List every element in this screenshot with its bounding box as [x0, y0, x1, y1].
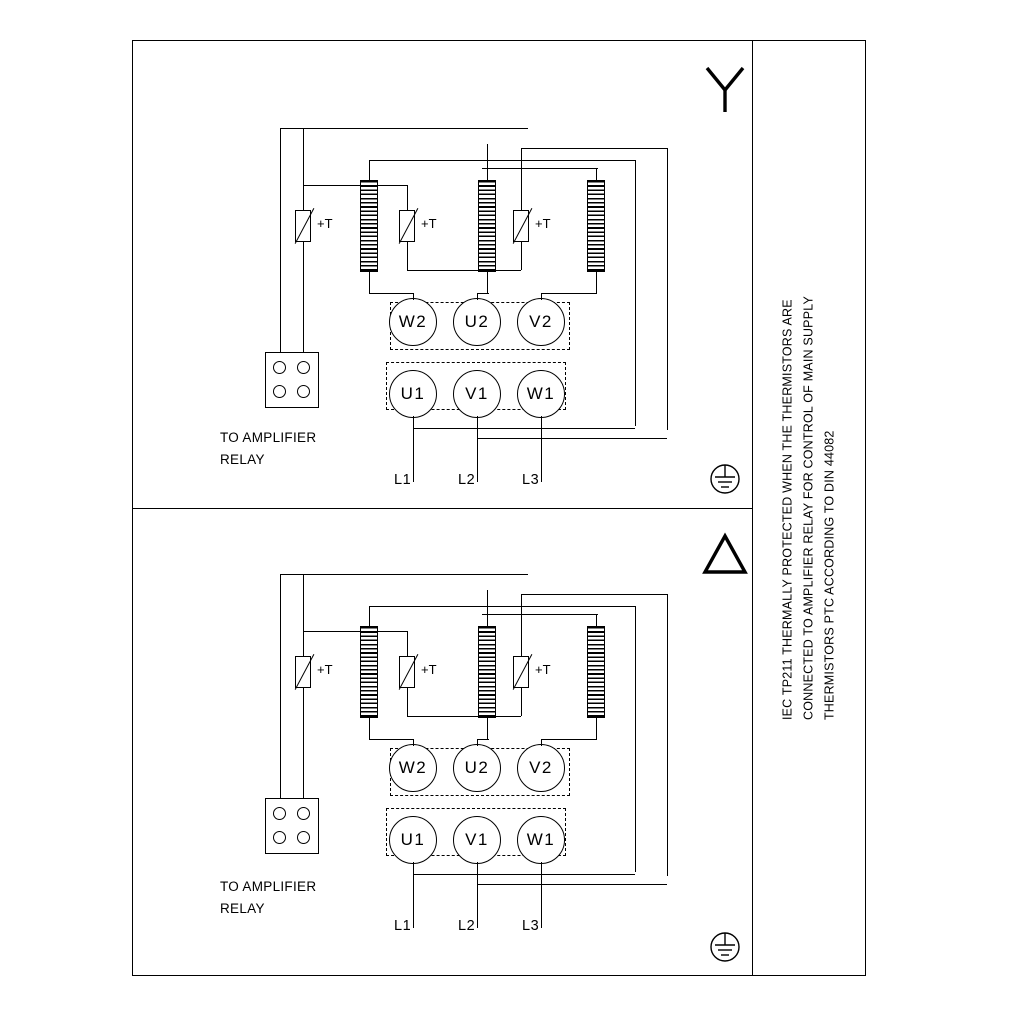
thermistor-return-3 [521, 594, 522, 656]
thermistor-drop-1 [303, 128, 304, 210]
terminal-v2[interactable]: V2 [517, 744, 565, 792]
thermistor-wire-right [521, 148, 667, 149]
thermistor-drop-3 [521, 688, 522, 716]
terminal-v1[interactable]: V1 [453, 816, 501, 864]
coil3-lead-left [541, 293, 597, 294]
thermistor-return-1 [303, 242, 304, 358]
terminal-v1[interactable]: V1 [453, 370, 501, 418]
coil1-to-w2 [413, 293, 414, 300]
notes-column [752, 40, 866, 976]
coil1-lead-down [369, 718, 370, 740]
amplifier-relay-label-line2: RELAY [220, 901, 265, 916]
coil1-top-lead [369, 606, 370, 627]
winding-coil-1 [360, 180, 378, 272]
u1-lead [413, 862, 414, 928]
delta-connection-symbol [697, 528, 753, 584]
panel-star [132, 40, 752, 508]
phase-label-l1: L1 [394, 918, 412, 934]
thermistor-label-1: +T [317, 662, 333, 677]
v1-lead [477, 416, 478, 482]
thermistor-wire-right [521, 594, 667, 595]
plug-pin-1 [273, 361, 286, 374]
note-line-2: CONNECTED TO AMPLIFIER RELAY FOR CONTROL OF MAIN SUPPLY [801, 295, 816, 721]
thermistor-wire-right-down [667, 148, 668, 430]
bottom-bus-1 [413, 428, 635, 429]
panel-delta [132, 508, 752, 976]
thermistor-link-1 [303, 631, 407, 632]
note-line-3: THERMISTORS PTC ACCORDING TO DIN 44082 [822, 430, 837, 721]
winding-coil-3 [587, 180, 605, 272]
phase-label-l2: L2 [458, 918, 476, 934]
note-line-1: IEC TP211 THERMALLY PROTECTED WHEN THE THERMISTORS ARE [780, 299, 795, 721]
coil1-lead-right [369, 739, 414, 740]
amplifier-relay-label-line1: TO AMPLIFIER [220, 430, 317, 445]
coil1-bus-down [635, 606, 636, 872]
coil3-lead-down [596, 272, 597, 294]
thermistor-drop-2 [407, 631, 408, 656]
thermistor-return-1 [303, 688, 304, 804]
thermistor-drop-3 [521, 242, 522, 270]
coil1-lead-right [369, 293, 414, 294]
thermistor-label-3: +T [535, 216, 551, 231]
thermistor-link-1 [303, 185, 407, 186]
thermistor-link-2 [407, 270, 521, 271]
plug-pin-3 [273, 831, 286, 844]
coil2-lead-join [477, 739, 489, 740]
thermistor-wire-left [280, 128, 281, 358]
earth-ground-icon [701, 455, 749, 503]
coil2-lead-down [487, 718, 488, 740]
amplifier-connector-plug[interactable] [265, 352, 319, 408]
phase-label-l1: L1 [394, 472, 412, 488]
coil1-top-bus [369, 606, 635, 607]
terminal-u1[interactable]: U1 [389, 370, 437, 418]
coil2-to-u2 [477, 739, 478, 746]
coil2-to-u2 [477, 293, 478, 300]
amplifier-connector-plug[interactable] [265, 798, 319, 854]
coil3-top-bus [482, 168, 598, 169]
bottom-bus-2 [477, 884, 667, 885]
star-connection-symbol [697, 60, 753, 116]
winding-coil-2 [478, 626, 496, 718]
phase-label-l2: L2 [458, 472, 476, 488]
coil2-lead-down [487, 272, 488, 294]
terminal-w1[interactable]: W1 [517, 816, 565, 864]
thermistor-return-3 [521, 148, 522, 210]
bottom-bus-2 [477, 438, 667, 439]
phase-label-l3: L3 [522, 472, 540, 488]
thermistor-wire-top [280, 574, 528, 575]
w1-lead [541, 416, 542, 482]
winding-coil-3 [587, 626, 605, 718]
coil1-top-bus [369, 160, 635, 161]
u1-lead [413, 416, 414, 482]
thermistor-link-2 [407, 716, 521, 717]
thermistor-wire-right-down [667, 594, 668, 876]
thermistor-drop-1 [303, 574, 304, 656]
coil2-lead-join [477, 293, 489, 294]
phase-label-l3: L3 [522, 918, 540, 934]
thermistor-return-2 [407, 242, 408, 270]
amplifier-relay-label-line1: TO AMPLIFIER [220, 879, 317, 894]
coil1-top-lead [369, 160, 370, 181]
amplifier-relay-label-line2: RELAY [220, 452, 265, 467]
coil3-lead-down [596, 718, 597, 740]
thermistor-wire-left [280, 574, 281, 804]
w1-lead [541, 862, 542, 928]
terminal-w2[interactable]: W2 [389, 298, 437, 346]
coil2-top-lead [487, 144, 488, 181]
plug-pin-4 [297, 385, 310, 398]
coil3-lead-left [541, 739, 597, 740]
thermistor-wire-top [280, 128, 528, 129]
coil1-to-w2 [413, 739, 414, 746]
thermistor-label-1: +T [317, 216, 333, 231]
coil3-to-v2 [541, 293, 542, 300]
earth-ground-icon [701, 923, 749, 971]
terminal-u1[interactable]: U1 [389, 816, 437, 864]
plug-pin-3 [273, 385, 286, 398]
coil3-top-lead [596, 168, 597, 181]
terminal-u2[interactable]: U2 [453, 744, 501, 792]
plug-pin-2 [297, 807, 310, 820]
terminal-w2[interactable]: W2 [389, 744, 437, 792]
v1-lead [477, 862, 478, 928]
plug-pin-2 [297, 361, 310, 374]
thermistor-drop-2 [407, 185, 408, 210]
coil3-to-v2 [541, 739, 542, 746]
thermistor-label-2: +T [421, 216, 437, 231]
bottom-bus-1 [413, 874, 635, 875]
terminal-v2[interactable]: V2 [517, 298, 565, 346]
thermistor-label-3: +T [535, 662, 551, 677]
thermistor-return-2 [407, 688, 408, 716]
coil1-lead-down [369, 272, 370, 294]
terminal-w1[interactable]: W1 [517, 370, 565, 418]
coil3-top-lead [596, 614, 597, 627]
plug-pin-1 [273, 807, 286, 820]
winding-coil-2 [478, 180, 496, 272]
thermistor-label-2: +T [421, 662, 437, 677]
coil3-top-bus [482, 614, 598, 615]
coil1-bus-down [635, 160, 636, 426]
winding-coil-1 [360, 626, 378, 718]
terminal-u2[interactable]: U2 [453, 298, 501, 346]
coil2-top-lead [487, 590, 488, 627]
plug-pin-4 [297, 831, 310, 844]
